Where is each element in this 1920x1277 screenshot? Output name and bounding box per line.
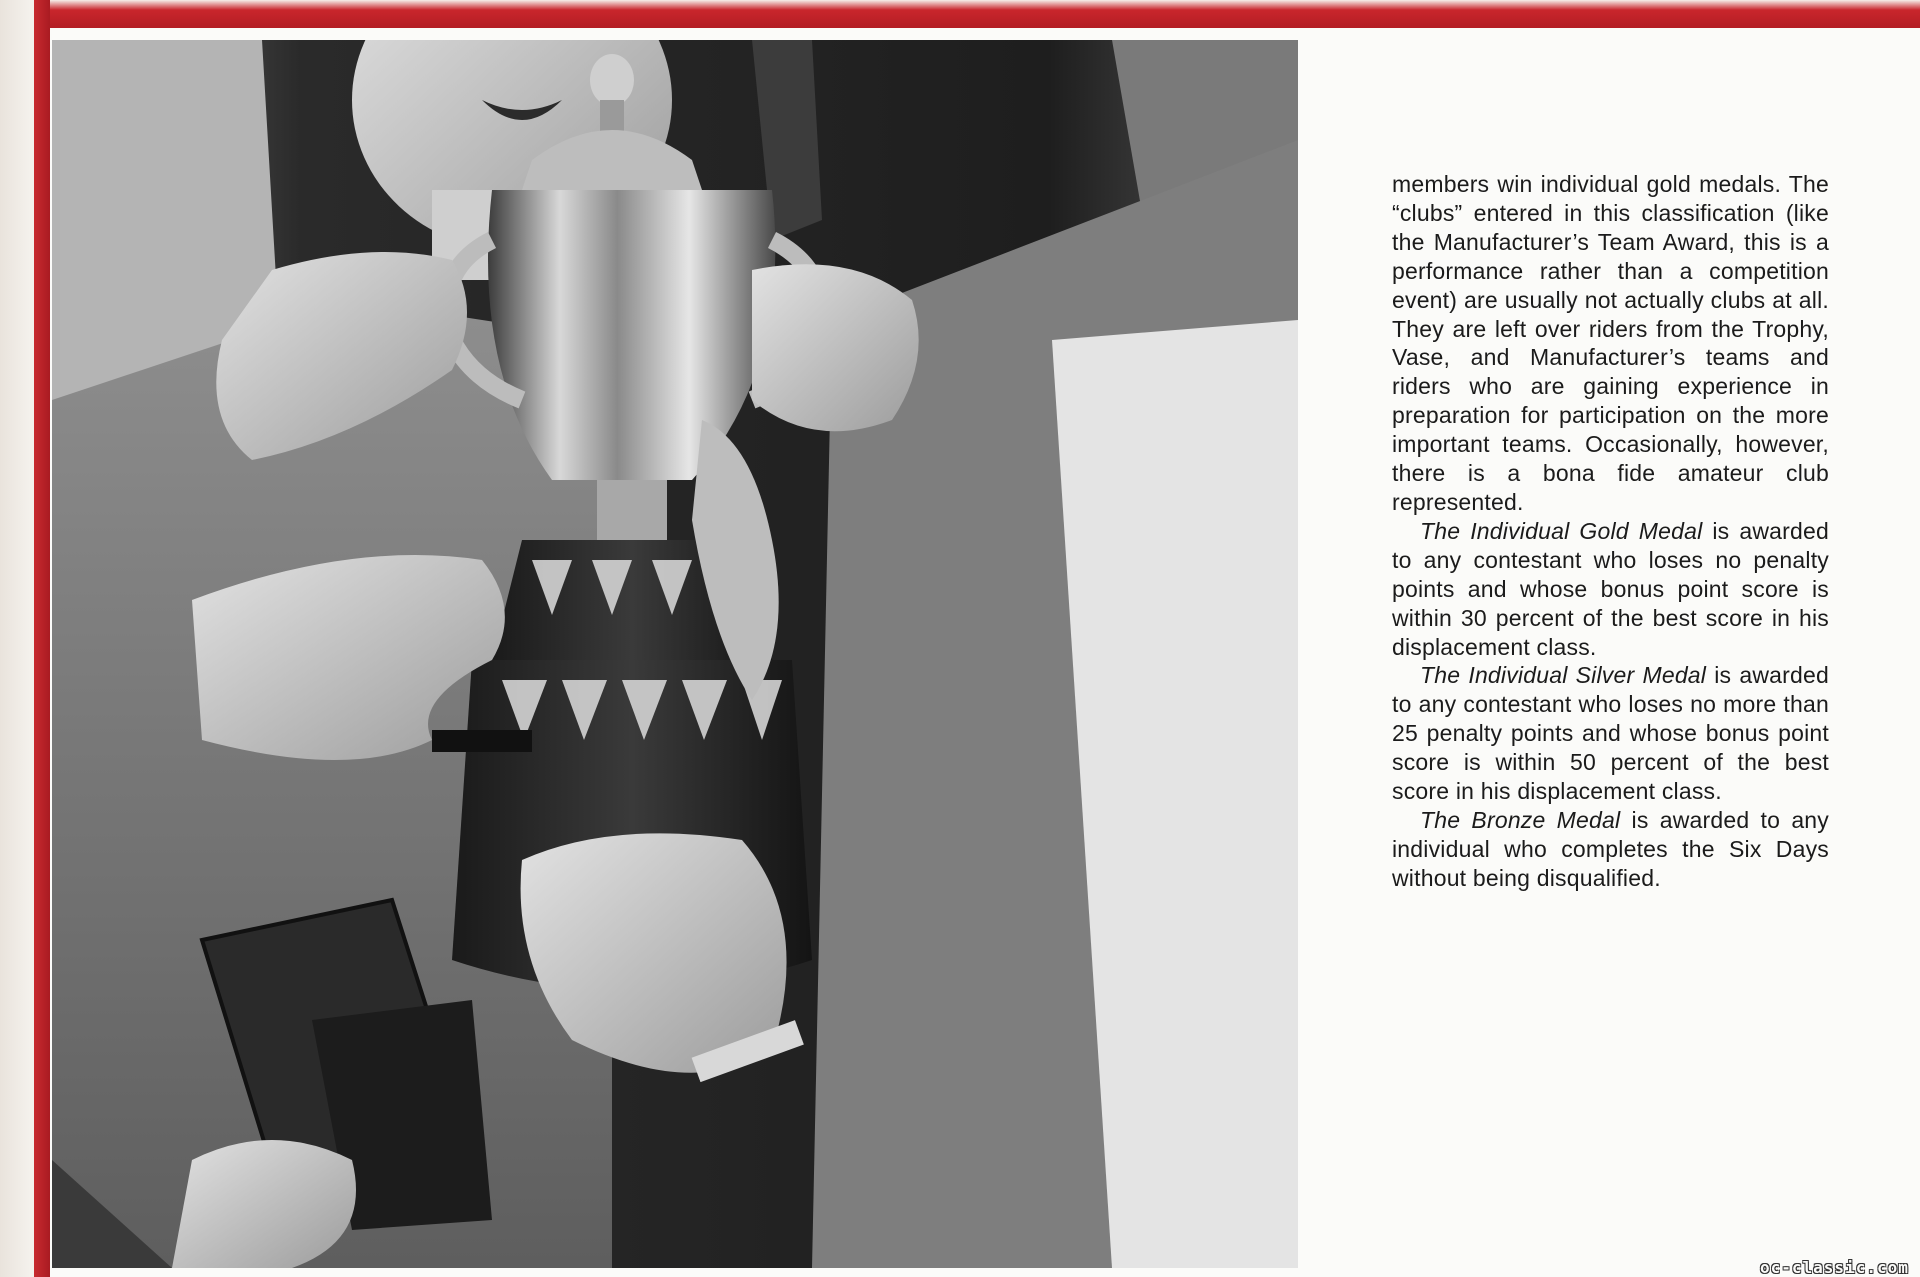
gold-medal-title: The Individual Gold Medal bbox=[1420, 517, 1703, 544]
paragraph-bronze-medal bbox=[1392, 806, 1829, 893]
trophy-photo bbox=[52, 40, 1298, 1268]
cover-edge-top bbox=[34, 0, 1920, 28]
paragraph-gold-medal bbox=[1392, 517, 1829, 662]
article-text-column bbox=[1392, 170, 1829, 893]
bronze-medal-title: The Bronze Medal bbox=[1420, 806, 1621, 833]
cover-edge-left bbox=[34, 0, 50, 1277]
paragraph-club-team: members win individual gold medals. The “clubs” entered in this classification (like the Manufacturer’s Team Award, this is a performance rather than a competition event) are usually not actually clubs at all. They are left over riders from the Trophy, Vase, and Manufacturer’s teams and riders who are gaining experience in preparation for participation on the more important teams. Occasionally, however, there is a bona fide amateur club represented. bbox=[1392, 171, 1829, 515]
paragraph-silver-medal bbox=[1392, 661, 1829, 806]
site-watermark: oc-classic.com bbox=[1760, 1258, 1909, 1277]
gold-medal-body: is awarded to any contestant who loses no penalty points and whose bonus point score is within 30 percent of the best score in his displacement class. bbox=[1392, 517, 1829, 660]
bronze-medal-body: is awarded to any individual who completes the Six Days without being disqualified. bbox=[1392, 806, 1830, 891]
silver-medal-title: The Individual Silver Medal bbox=[1420, 662, 1707, 689]
silver-medal-body: is awarded to any contestant who loses no more than 25 penalty points and whose bonus point score is within 50 percent of the best score in his displacement class. bbox=[1392, 662, 1829, 805]
